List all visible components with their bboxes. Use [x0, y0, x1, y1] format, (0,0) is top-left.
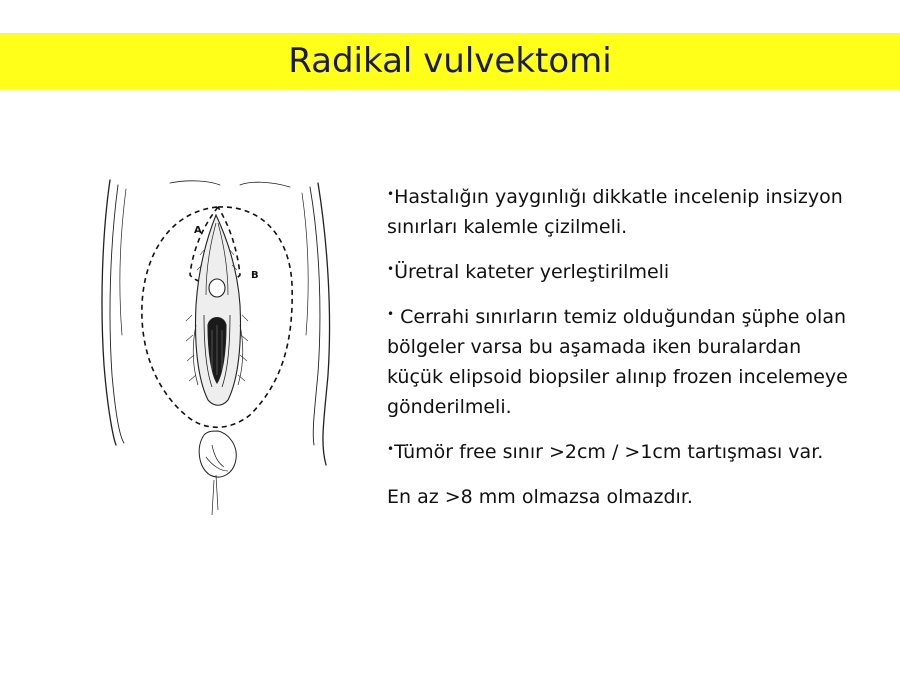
- bullet-list: [387, 182, 857, 527]
- bullet-marker: •: [387, 442, 395, 456]
- bullet-item: •Üretral kateter yerleştirilmeli: [387, 261, 670, 283]
- bullet-marker: •: [387, 262, 395, 276]
- bullet-item: •Tümör free sınır >2cm / >1cm tartışması var.: [387, 441, 824, 463]
- bullet-marker: •: [387, 307, 395, 321]
- slide-title: Radikal vulvektomi: [288, 41, 612, 81]
- title-bar: [0, 33, 900, 89]
- figure-label-a: A: [194, 225, 202, 236]
- bullet-marker: •: [387, 187, 395, 201]
- bullet-item: •Hastalığın yaygınlığı dikkatle incelenip insizyon sınırları kalemle çizilmeli.: [387, 186, 843, 238]
- bullet-item: • Cerrahi sınırların temiz olduğundan şüphe olan bölgeler varsa bu aşamada iken buralardan küçük elipsoid biopsiler alınıp frozen incelemeye gönderilmeli.: [387, 306, 848, 418]
- surgical-illustration: [100, 175, 335, 520]
- footer-line: En az >8 mm olmazsa olmazdır.: [387, 486, 693, 508]
- figure-label-b: B: [251, 270, 259, 281]
